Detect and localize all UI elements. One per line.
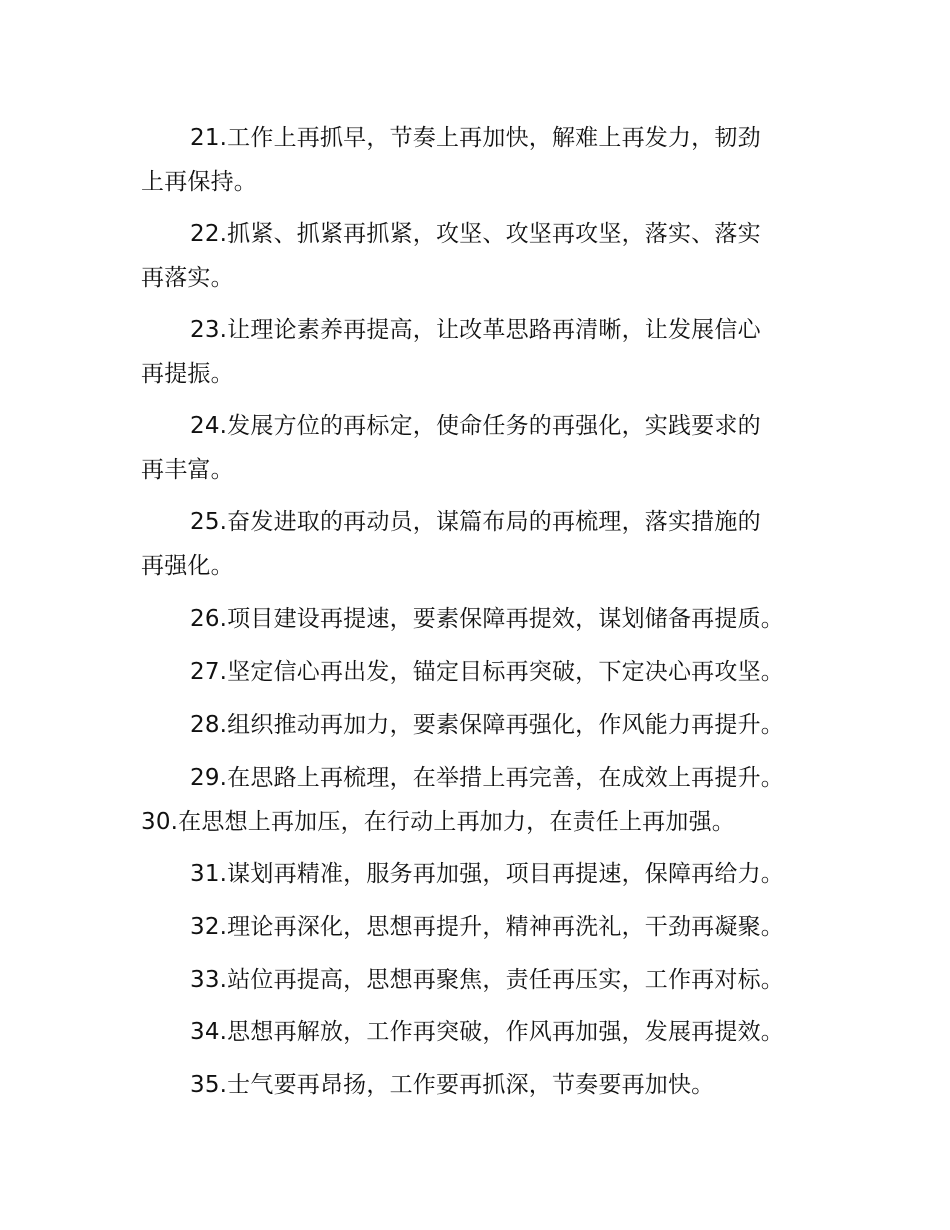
paragraph-30 [141,800,841,844]
paragraph-22 [141,212,813,300]
paragraph-29 [141,756,841,800]
paragraph-27 [141,650,841,694]
paragraph-line: 29.在思路上再梳理，在举措上再完善，在成效上再提升。 [190,765,784,791]
paragraph-line: 35.士气要再昂扬，工作要再抓深，节奏要再加快。 [190,1072,715,1098]
paragraph-line: 31.谋划再精准，服务再加强，项目再提速，保障再给力。 [190,861,784,887]
paragraph-26 [141,597,841,641]
paragraph-35 [141,1063,841,1107]
paragraph-line: 26.项目建设再提速，要素保障再提效，谋划储备再提质。 [190,606,784,632]
paragraph-line: 再丰富。 [141,457,234,483]
paragraph-line: 25.奋发进取的再动员，谋篇布局的再梳理，落实措施的 [190,509,761,535]
paragraph-line: 24.发展方位的再标定，使命任务的再强化，实践要求的 [190,413,761,439]
paragraph-32 [141,905,841,949]
paragraph-line: 再落实。 [141,265,234,291]
paragraph-25 [141,500,813,588]
paragraph-line: 32.理论再深化，思想再提升，精神再洗礼，干劲再凝聚。 [190,914,784,940]
paragraph-34 [141,1010,841,1054]
paragraph-line: 33.站位再提高，思想再聚焦，责任再压实，工作再对标。 [190,967,784,993]
paragraph-33 [141,958,841,1002]
paragraph-31 [141,852,841,896]
paragraph-line: 再提振。 [141,361,234,387]
paragraph-23 [141,308,813,396]
paragraph-line: 再强化。 [141,553,234,579]
paragraph-line: 23.让理论素养再提高，让改革思路再清晰，让发展信心 [190,317,761,343]
paragraph-28 [141,703,841,747]
paragraph-line: 34.思想再解放，工作再突破，作风再加强，发展再提效。 [190,1019,784,1045]
paragraph-line: 27.坚定信心再出发，锚定目标再突破，下定决心再攻坚。 [190,659,784,685]
paragraph-21 [141,116,813,204]
paragraph-24 [141,404,813,492]
paragraph-line: 上再保持。 [141,169,257,195]
paragraph-line: 30.在思想上再加压，在行动上再加力，在责任上再加强。 [141,809,735,835]
paragraph-line: 22.抓紧、抓紧再抓紧，攻坚、攻坚再攻坚，落实、落实 [190,221,761,247]
paragraph-line: 28.组织推动再加力，要素保障再强化，作风能力再提升。 [190,712,784,738]
paragraph-line: 21.工作上再抓早，节奏上再加快，解难上再发力，韧劲 [190,125,761,151]
